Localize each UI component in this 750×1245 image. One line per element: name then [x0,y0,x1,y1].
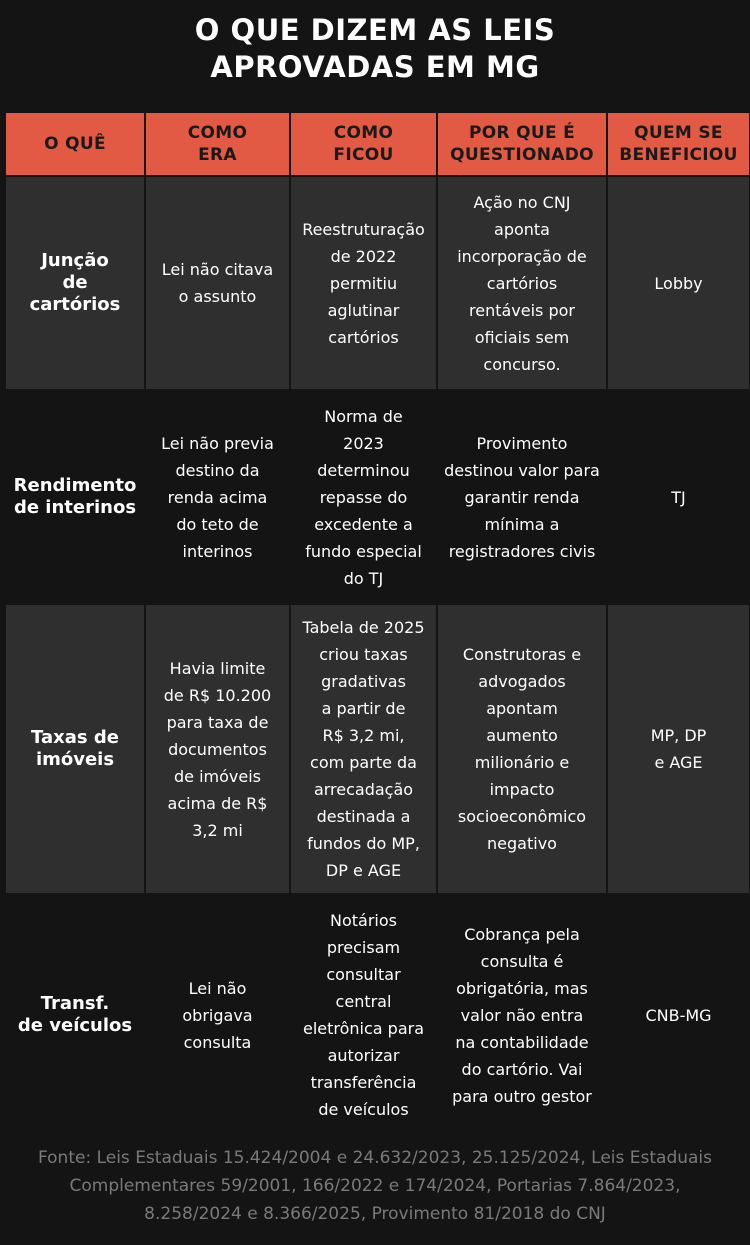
cell-what: Rendimento de interinos [5,390,145,604]
cell-what: Transf. de veículos [5,894,145,1136]
cell-before: Lei não previa destino da renda acima do teto de interinos [145,390,290,604]
laws-table [4,111,750,1137]
cell-after: Notários precisam consultar central eletrônica para autorizar transferência de veículos [290,894,437,1136]
page-title [0,12,750,86]
cell-why: Provimento destinou valor para garantir renda mínima a registradores civis [437,390,607,604]
cell-why: Cobrança pela consulta é obrigatória, mas valor não entra na contabilidade do cartório. Vai para outro gestor [437,894,607,1136]
header-before: COMO ERA [145,112,290,176]
cell-what: Taxas de imóveis [5,604,145,894]
header-why: POR QUE É QUESTIONADO [437,112,607,176]
cell-who: Lobby [607,176,750,390]
cell-before: Lei não obrigava consulta [145,894,290,1136]
cell-after: Norma de 2023 determinou repasse do excedente a fundo especial do TJ [290,390,437,604]
cell-after: Tabela de 2025 criou taxas gradativas a partir de R$ 3,2 mi, com parte da arrecadação destinada a fundos do MP, DP e AGE [290,604,437,894]
cell-before: Havia limite de R$ 10.200 para taxa de documentos de imóveis acima de R$ 3,2 mi [145,604,290,894]
cell-before: Lei não citava o assunto [145,176,290,390]
table-row [5,604,750,894]
cell-who: TJ [607,390,750,604]
header-after: COMO FICOU [290,112,437,176]
cell-why: Construtoras e advogados apontam aumento milionário e impacto socioeconômico negativo [437,604,607,894]
source-footnote: Fonte: Leis Estaduais 15.424/2004 e 24.632/2023, 25.125/2024, Leis Estaduais Complementares 59/2001, 166/2022 e 174/2024, Portarias 7.864/2023, 8.258/2024 e 8.366/2025, Provimento 81/2018 do CNJ [37,1148,713,1224]
table-row [5,176,750,390]
table-row [5,390,750,604]
cell-who: MP, DP e AGE [607,604,750,894]
title-line-1: O QUE DIZEM AS LEIS [194,13,556,47]
cell-what: Junção de cartórios [5,176,145,390]
title-line-2: APROVADAS EM MG [210,50,540,84]
table-header-row [5,112,750,176]
header-who: QUEM SE BENEFICIOU [607,112,750,176]
header-what: O QUÊ [5,112,145,176]
cell-who: CNB-MG [607,894,750,1136]
table-row [5,894,750,1136]
cell-after: Reestruturação de 2022 permitiu aglutinar cartórios [290,176,437,390]
cell-why: Ação no CNJ aponta incorporação de cartórios rentáveis por oficiais sem concurso. [437,176,607,390]
